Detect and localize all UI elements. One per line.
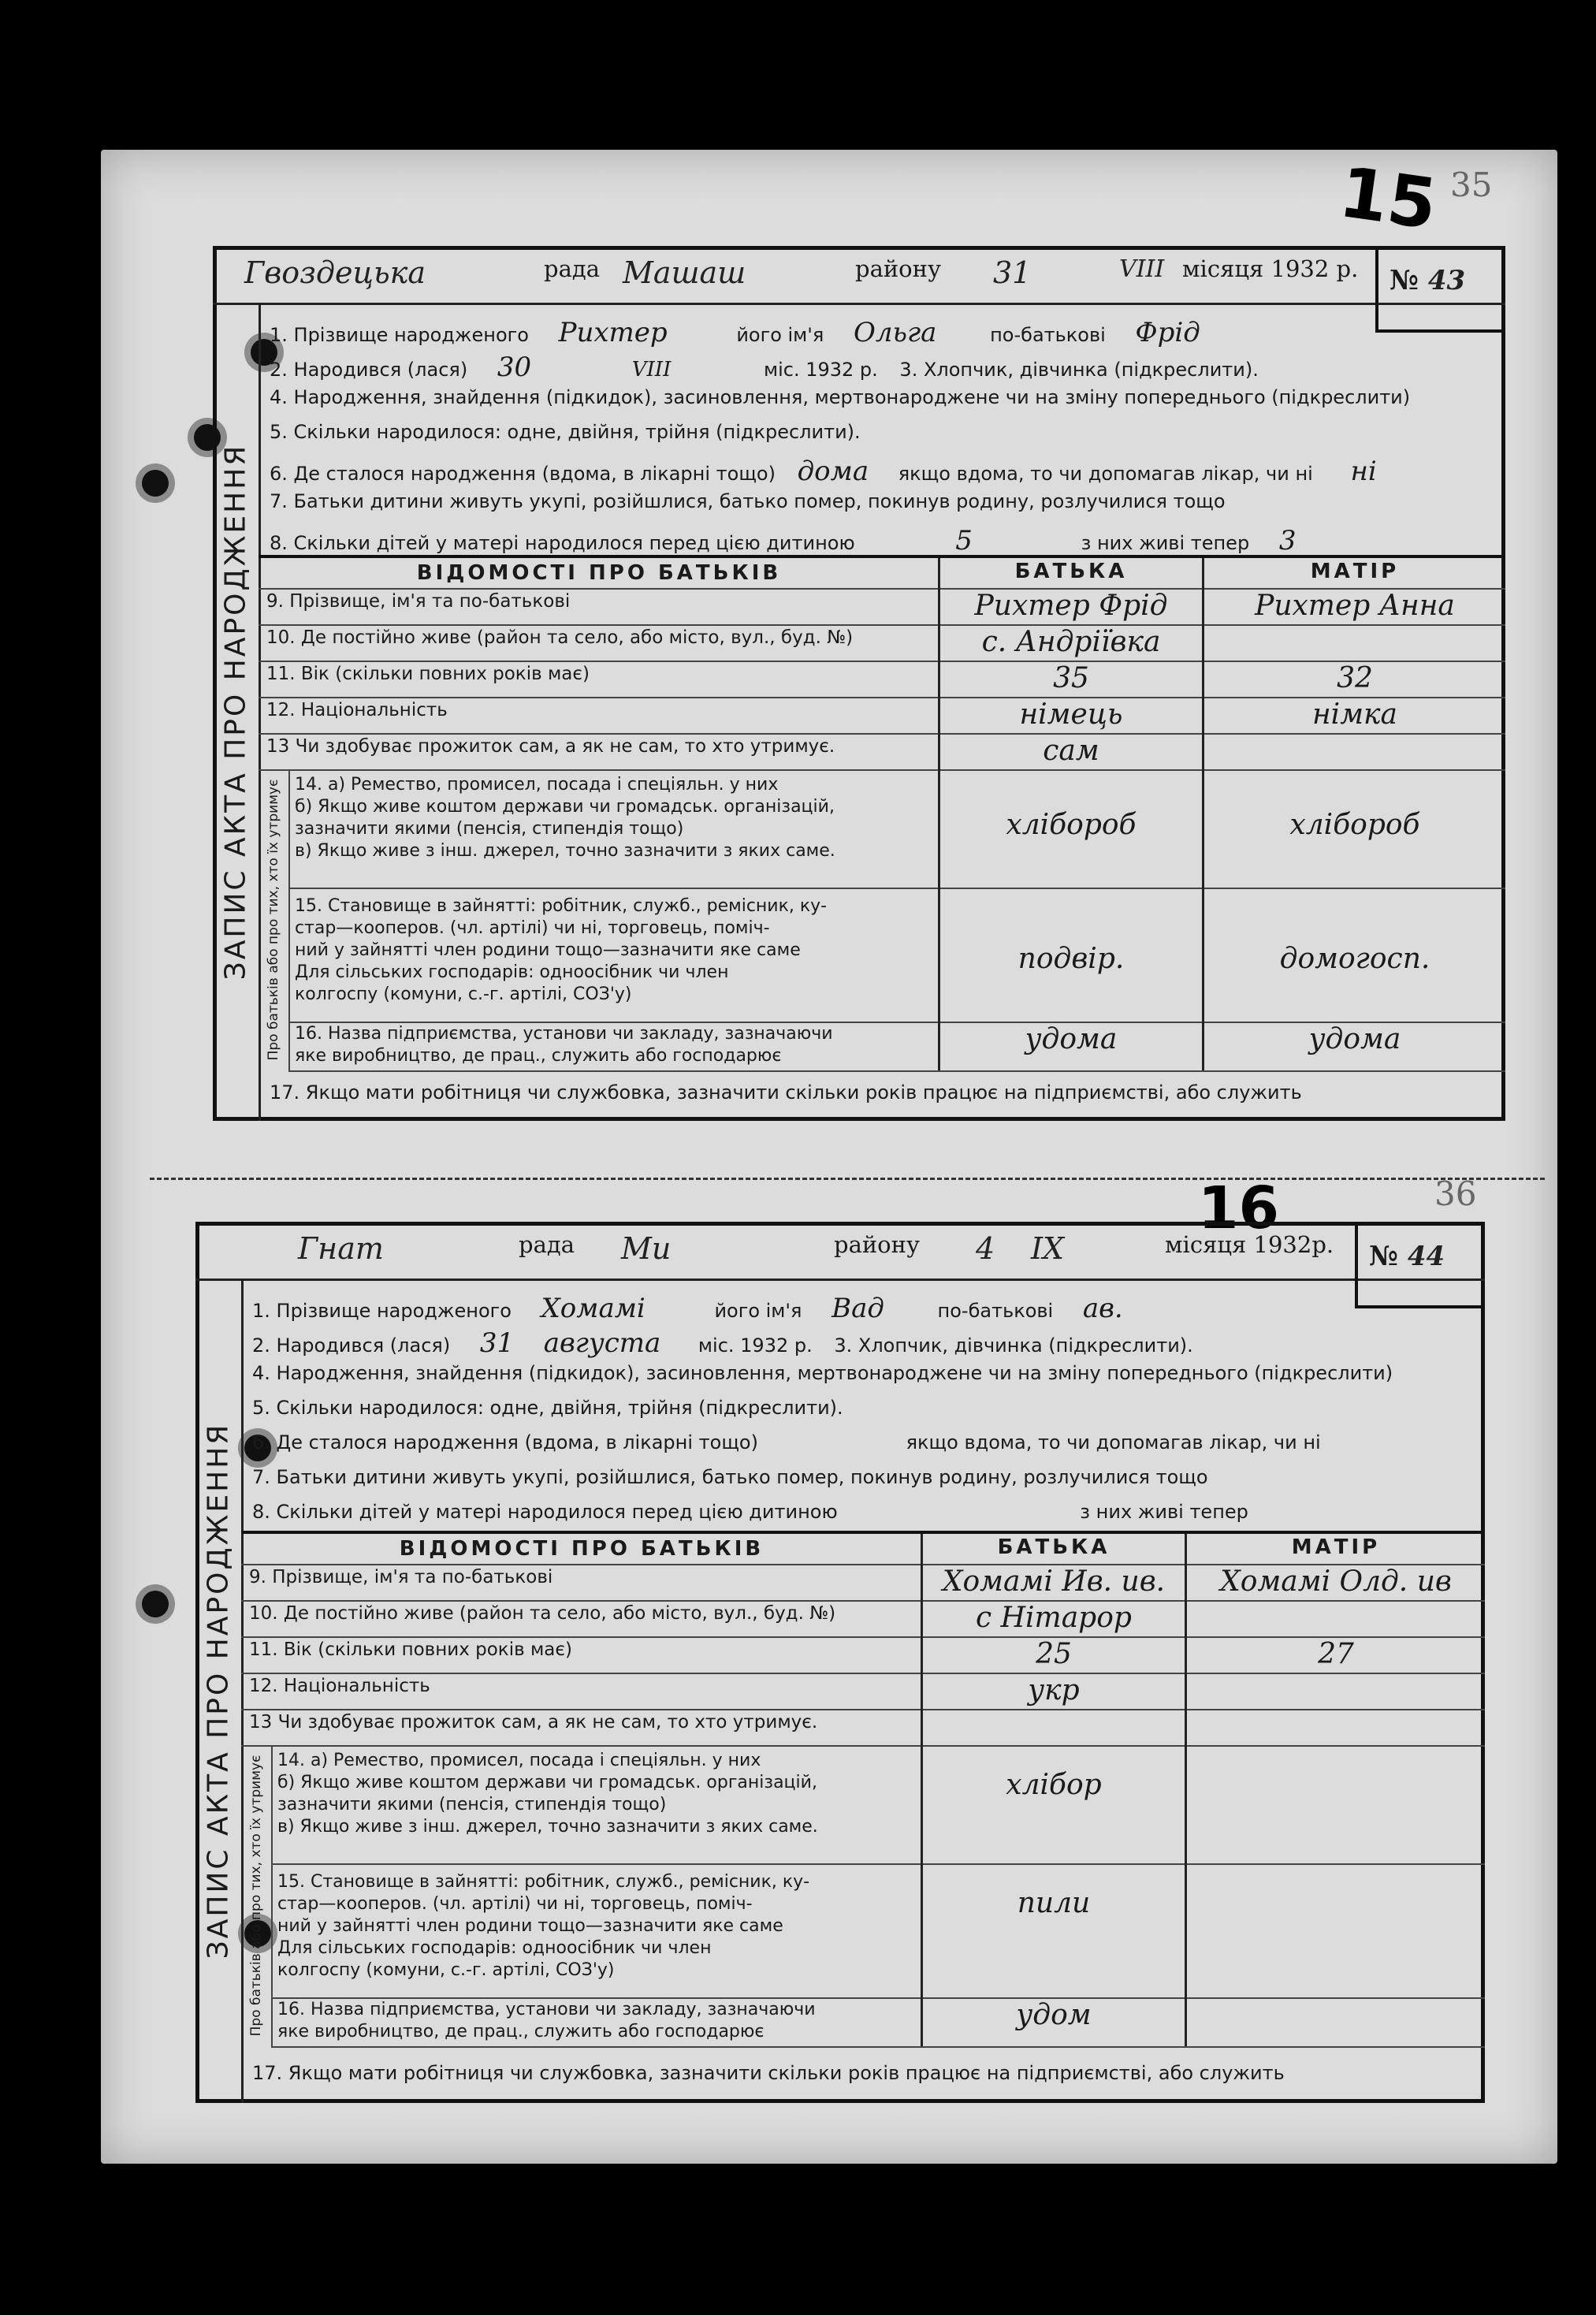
father-nationality: німець [940, 697, 1204, 733]
record-number: 44 [1407, 1241, 1445, 1272]
side-title-text: ЗАПИС АКТА ПРО НАРОДЖЕННЯ [219, 443, 252, 981]
surname-value: Рихтер [558, 317, 668, 348]
row-13-label: 13 Чи здобуває прожиток сам, а як не сам, то хто утримує. [259, 733, 940, 769]
parents-table [241, 1531, 1485, 2046]
patronymic-label: по-батькові [990, 324, 1106, 346]
name-label: його ім'я [714, 1300, 802, 1322]
born-day: 31 [479, 1327, 515, 1359]
father-name: Рихтер Фрід [940, 588, 1204, 624]
table-header-mother: МАТІР [1310, 560, 1400, 583]
surname-label: 1. Прізвище народженого [252, 1300, 512, 1322]
row-13-label: 13 Чи здобуває прожиток сам, а як не сам, то хто утримує. [241, 1709, 923, 1745]
table-header-mother: МАТІР [1291, 1535, 1381, 1559]
surname-label: 1. Прізвище народженого [270, 324, 529, 346]
page-number-top: 15 [1334, 151, 1442, 246]
side-title-text: ЗАПИС АКТА ПРО НАРОДЖЕННЯ [202, 1422, 235, 1960]
born-label: 2. Народився (лася) [270, 359, 468, 381]
row-12-label: 12. Національність [259, 697, 940, 733]
father-name: Хомамі Ив. ив. [923, 1564, 1187, 1600]
record-day: 31 [993, 255, 1032, 290]
born-year-label: міс. 1932 р. [763, 359, 878, 381]
side-title [213, 303, 261, 1121]
doctor-value: ні [1350, 456, 1377, 487]
row-15-label: 15. Становище в зайнятті: робітник, служб., ремісник, ку- стар—кооперов. (чл. артілі) чи ні, торговець, поміч- ний у зайнятті член родини тощо—зазначити яке саме Для сільських господарів: одноосібник чи член колгоспу (комуни, с.-г. артілі, СОЗ'у) [295, 896, 828, 1004]
rada-label: рада [544, 255, 600, 282]
place-label: 6. Де сталося народження (вдома, в лікарні тощо) [270, 463, 776, 485]
record-day: 4 [976, 1231, 995, 1266]
mother-name: Рихтер Анна [1255, 590, 1455, 622]
rada-label: рада [519, 1231, 575, 1258]
patronymic-label: по-батькові [937, 1300, 1054, 1322]
row-10-label: 10. Де постійно живе (район та село, або місто, вул., буд. №) [259, 624, 940, 661]
row-9-label: 9. Прізвище, ім'я та по-батькові [259, 588, 940, 624]
father-occupation: хлібор [923, 1745, 1187, 1863]
alive-label: з них живі тепер [1081, 532, 1250, 554]
alive-label: з них живі тепер [1080, 1501, 1248, 1523]
row-9-label: 9. Прізвище, ім'я та по-батькові [241, 1564, 923, 1600]
sex-label: 3. Хлопчик, дівчинка (підкреслити). [834, 1334, 1193, 1357]
row-15-label: 15. Становище в зайнятті: робітник, служб., ремісник, ку- стар—кооперов. (чл. артілі) чи ні, торговець, поміч- ний у зайнятті член родини тощо—зазначити яке саме Для сільських господарів: одноосібник чи член колгоспу (комуни, с.-г. артілі, СОЗ'у) [277, 1872, 810, 1980]
row-11-label: 11. Вік (скільки повних років має) [241, 1636, 923, 1673]
archive-number-mid: 36 [1434, 1174, 1477, 1213]
children-label: 8. Скільки дітей у матері народилося перед цією дитиною [270, 532, 855, 554]
record-month: VIII [1119, 255, 1165, 283]
born-year-label: міс. 1932 р. [698, 1334, 813, 1357]
alive-value: 3 [1278, 525, 1297, 556]
cut-line [150, 1178, 1545, 1180]
father-age: 25 [923, 1636, 1187, 1673]
name-value: Вад [831, 1293, 884, 1324]
row-17-label: 17. Якщо мати робітниця чи службовка, зазначити скільки років працює на підприємстві, або служить [270, 1081, 1302, 1104]
record-month: IX [1031, 1231, 1065, 1266]
father-employment: подвір. [940, 888, 1204, 1022]
vertical-label: Про батьків або про тих, хто їх утримує [259, 769, 290, 1070]
parents-status-line: 7. Батьки дитини живуть укупі, розійшлися, батько помер, покинув родину, розлучилися тощо [252, 1466, 1208, 1488]
father-nationality: укр [923, 1673, 1187, 1709]
name-label: його ім'я [736, 324, 824, 346]
table-header-info: ВІДОМОСТІ ПРО БАТЬКІВ [259, 558, 940, 588]
raion-label: району [834, 1231, 921, 1258]
row-10-label: 10. Де постійно живе (район та село, або місто, вул., буд. №) [241, 1600, 923, 1636]
born-month: VIII [631, 358, 672, 381]
patronymic-value: ав. [1082, 1293, 1123, 1324]
father-livelihood: сам [940, 733, 1204, 769]
table-header-father: БАТЬКА [923, 1534, 1187, 1564]
address: с. Андріївка [940, 624, 1204, 661]
doctor-label: якщо вдома, то чи допомагав лікар, чи ні [906, 1431, 1321, 1453]
sex-label: 3. Хлопчик, дівчинка (підкреслити). [899, 359, 1259, 381]
multiplicity-line: 5. Скільки народилося: одне, двійня, трійня (підкреслити). [270, 421, 861, 443]
father-occupation: хлібороб [940, 769, 1204, 888]
mother-occupation: хлібороб [1289, 809, 1420, 841]
punch-hole [142, 470, 169, 497]
mother-workplace: удома [1308, 1023, 1401, 1055]
record-header [195, 1222, 1485, 1281]
no-label: № [1390, 265, 1419, 296]
punch-hole [142, 1591, 169, 1617]
month-label: місяця 1932р. [1165, 1231, 1334, 1258]
mother-age: 27 [1318, 1638, 1354, 1670]
surname-value: Хомамі [541, 1293, 645, 1324]
table-header-father: БАТЬКА [940, 558, 1204, 588]
village-council: Гвоздецька [244, 255, 426, 290]
born-month: августа [543, 1327, 661, 1359]
birth-type-line: 4. Народження, знайдення (підкидок), засиновлення, мертвонароджене чи на зміну попереднього (підкреслити) [270, 386, 1411, 408]
record-header [213, 246, 1505, 305]
row-14-label: 14. а) Ремество, промисел, посада і спеціяльн. у них б) Якщо живе коштом держави чи громадськ. організацій, зазначити якими (пенсія, стипендія тощо) в) Якщо живе з інш. джерел, точно зазначити з яких саме. [295, 775, 835, 861]
archive-number-top: 35 [1450, 166, 1493, 204]
father-workplace: удом [923, 1997, 1187, 2046]
row-14-label: 14. а) Ремество, промисел, посада і спеціяльн. у них б) Якщо живе коштом держави чи громадськ. організацій, зазначити якими (пенсія, стипендія тощо) в) Якщо живе з інш. джерел, точно зазначити з яких саме. [277, 1751, 818, 1837]
parents-status-line: 7. Батьки дитини живуть укупі, розійшлися, батько помер, покинув родину, розлучилися тощо [270, 490, 1226, 512]
table-header-info: ВІДОМОСТІ ПРО БАТЬКІВ [241, 1534, 923, 1564]
mother-name: Хомамі Олд. ив [1220, 1565, 1452, 1598]
record-number: 43 [1427, 265, 1466, 296]
birth-record-1 [213, 246, 1505, 1121]
row-16-label: 16. Назва підприємства, установи чи закладу, зазначаючи яке виробництво, де прац., служить або господарює [277, 2000, 816, 2041]
mother-employment: домогосп. [1279, 943, 1430, 975]
vertical-label: Про батьків або про тих, хто їх утримує [241, 1745, 273, 2046]
record-number-box [1375, 246, 1505, 333]
mother-nationality: німка [1311, 698, 1398, 731]
birth-type-line: 4. Народження, знайдення (підкидок), засиновлення, мертвонароджене чи на зміну попереднього (підкреслити) [252, 1362, 1393, 1384]
father-workplace: удома [940, 1022, 1204, 1070]
row-12-label: 12. Національність [241, 1673, 923, 1709]
month-label: місяця 1932 р. [1182, 255, 1359, 282]
born-day: 30 [497, 352, 532, 383]
doctor-label: якщо вдома, то чи допомагав лікар, чи ні [898, 463, 1313, 485]
page-number-mid: 16 [1198, 1174, 1279, 1242]
raion-label: району [855, 255, 942, 282]
place-label: 6. Де сталося народження (вдома, в лікарні тощо) [252, 1431, 758, 1453]
rada-value: Ми [621, 1231, 672, 1266]
patronymic-value: Фрід [1135, 317, 1200, 348]
row-17-label: 17. Якщо мати робітниця чи службовка, зазначити скільки років працює на підприємстві, або служить [252, 2062, 1285, 2084]
address: с Нітарор [923, 1600, 1187, 1636]
place-value: дома [797, 456, 869, 487]
rada-value: Машаш [623, 255, 746, 290]
father-age: 35 [940, 661, 1204, 697]
village-council: Гнат [298, 1231, 384, 1266]
no-label: № [1369, 1241, 1398, 1272]
name-value: Ольга [853, 317, 937, 348]
row-11-label: 11. Вік (скільки повних років має) [259, 661, 940, 697]
row-16-label: 16. Назва підприємства, установи чи закладу, зазначаючи яке виробництво, де прац., служить або господарює [295, 1024, 833, 1066]
birth-record-2 [195, 1222, 1485, 2103]
parents-table [259, 555, 1505, 1070]
side-title [195, 1278, 244, 2103]
record-number-box [1355, 1222, 1485, 1308]
born-label: 2. Народився (лася) [252, 1334, 451, 1357]
mother-age: 32 [1337, 662, 1373, 694]
children-label: 8. Скільки дітей у матері народилося перед цією дитиною [252, 1501, 838, 1523]
children-before: 5 [955, 525, 973, 556]
multiplicity-line: 5. Скільки народилося: одне, двійня, трійня (підкреслити). [252, 1397, 843, 1419]
father-employment: пили [923, 1863, 1187, 1997]
